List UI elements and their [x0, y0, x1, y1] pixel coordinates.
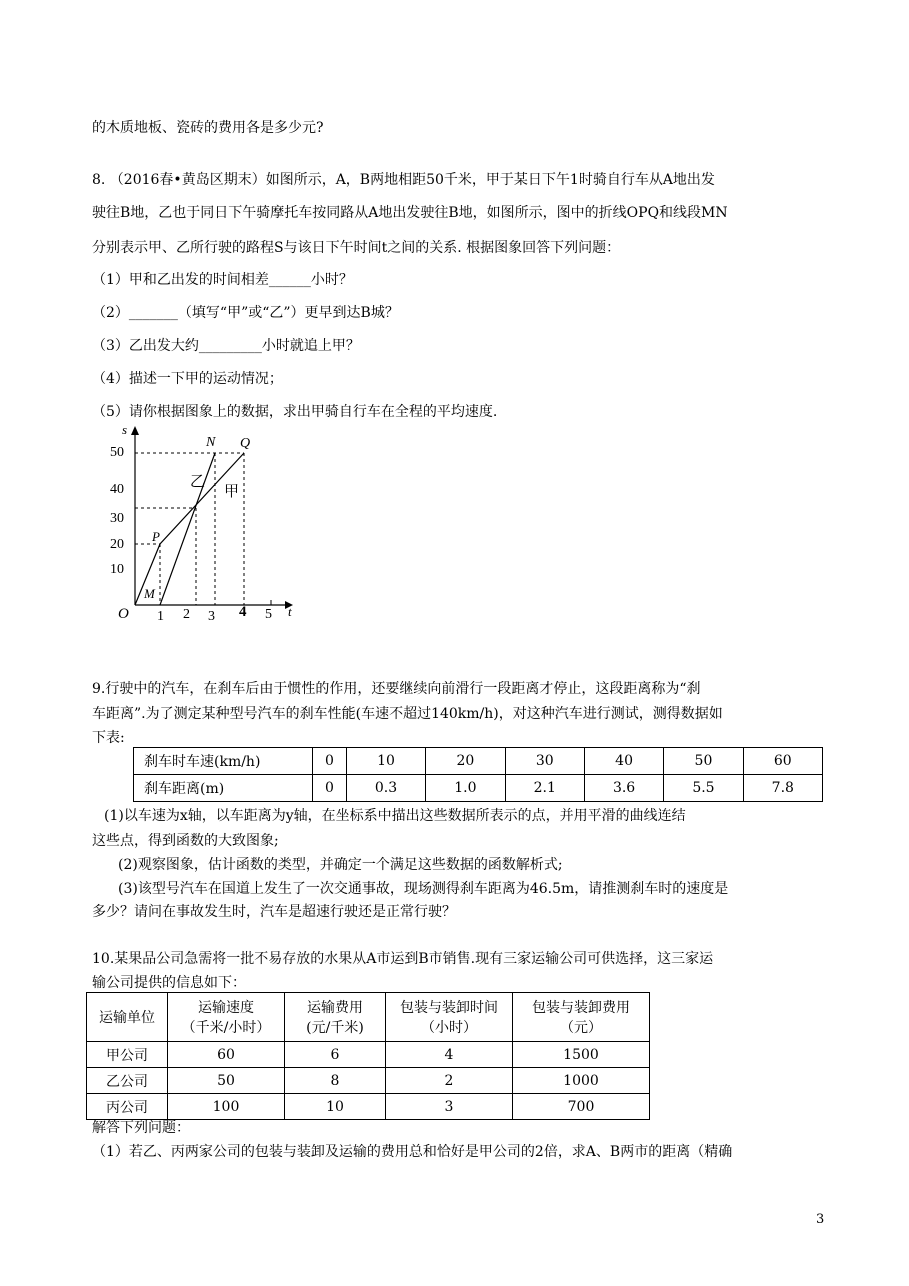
- page-number: 3: [816, 1212, 825, 1227]
- transport-company-table: [86, 992, 650, 1120]
- point-label-q: Q: [240, 436, 251, 451]
- table-header-row: [87, 993, 650, 1042]
- table-row: [87, 1068, 650, 1094]
- table-cell: 5.5: [664, 775, 743, 802]
- table-row: [134, 748, 823, 775]
- line-label-yi: 乙: [190, 474, 206, 490]
- table-cell: 0: [313, 748, 347, 775]
- table-row: [87, 1094, 650, 1120]
- header-cell: [168, 993, 285, 1042]
- table-cell: 60: [743, 748, 822, 775]
- header-cell: 运输单位: [87, 993, 168, 1042]
- x-tick-label: 1: [157, 609, 164, 624]
- question-8-sub: （2）_______（填写“甲”或“乙”）更早到达B城？: [92, 305, 399, 321]
- header-line: 包装与装卸时间: [400, 1000, 498, 1016]
- question-8-line: 8. （2016春•黄岛区期末）如图所示，A，B两地相距50千米，甲于某日下午1时骑自行车从A地出发: [92, 172, 715, 188]
- table-row: [87, 1042, 650, 1068]
- question-8-sub: （4）描述一下甲的运动情况；: [92, 371, 283, 387]
- table-cell: 丙公司: [87, 1094, 168, 1120]
- table-cell: 1500: [513, 1042, 650, 1068]
- table-cell: 40: [584, 748, 663, 775]
- table-cell: 甲公司: [87, 1042, 168, 1068]
- y-tick-label: 30: [110, 511, 124, 526]
- table-cell: 100: [168, 1094, 285, 1120]
- y-axis-arrow: [131, 426, 139, 435]
- table-cell: 刹车距离(m): [134, 775, 313, 802]
- table-cell: 8: [285, 1068, 386, 1094]
- table-cell: 7.8: [743, 775, 822, 802]
- table-cell: 50: [168, 1068, 285, 1094]
- x-tick-label: 2: [183, 607, 190, 622]
- distance-time-graph: [100, 420, 320, 630]
- question-10-line: 输公司提供的信息如下：: [92, 975, 246, 991]
- x-tick-label: 3: [208, 609, 215, 624]
- question-9-sub: 这些点，得到函数的大致图象;: [92, 833, 279, 849]
- table-cell: 30: [505, 748, 584, 775]
- point-label-n: N: [206, 435, 216, 450]
- question-9-sub: (2)观察图象，估计函数的类型，并确定一个满足这些数据的函数解析式;: [118, 857, 563, 873]
- y-tick-label: 40: [110, 482, 124, 497]
- table-cell: 0: [313, 775, 347, 802]
- header-line: 运输费用: [307, 1000, 363, 1016]
- table-cell: 6: [285, 1042, 386, 1068]
- table-cell: 刹车时车速(km/h): [134, 748, 313, 775]
- table-cell: 20: [426, 748, 505, 775]
- question-10-line: 10.某果品公司急需将一批不易存放的水果从A市运到B市销售.现有三家运输公司可供选择，这三家运: [92, 951, 714, 967]
- table-cell: 1000: [513, 1068, 650, 1094]
- table-cell: 3.6: [584, 775, 663, 802]
- y-axis-label: s: [122, 422, 128, 437]
- y-tick-label: 50: [110, 445, 124, 460]
- table-cell: 0.3: [346, 775, 425, 802]
- header-line: （元）: [560, 1020, 602, 1036]
- table-row: [134, 775, 823, 802]
- question-8-sub: （1）甲和乙出发的时间相差______小时？: [92, 272, 353, 288]
- line-yi-MN: [160, 453, 215, 605]
- point-label-m: M: [144, 586, 155, 601]
- header-cell: [285, 993, 386, 1042]
- table-cell: 2.1: [505, 775, 584, 802]
- table-cell: 3: [386, 1094, 513, 1120]
- table-cell: 700: [513, 1094, 650, 1120]
- header-line: （小时）: [421, 1020, 477, 1036]
- table-cell: 4: [386, 1042, 513, 1068]
- table-cell: 50: [664, 748, 743, 775]
- braking-data-table: [133, 747, 823, 802]
- table-cell: 60: [168, 1042, 285, 1068]
- question-9-sub: (3)该型号汽车在国道上发生了一次交通事故，现场测得刹车距离为46.5m，请推测刹车时的速度是: [118, 881, 729, 897]
- question-8-sub: （3）乙出发大约_________小时就追上甲？: [92, 338, 360, 354]
- table-cell: 2: [386, 1068, 513, 1094]
- text-line: 的木质地板、瓷砖的费用各是多少元?: [92, 120, 324, 136]
- header-cell: [386, 993, 513, 1042]
- point-label-p: P: [152, 529, 160, 544]
- question-9-sub: 多少？请问在事故发生时，汽车是超速行驶还是正常行驶？: [92, 904, 456, 920]
- header-line: 包装与装卸费用: [532, 1000, 630, 1016]
- y-tick-label: 10: [110, 562, 124, 577]
- y-tick-label: 20: [110, 537, 124, 552]
- table-cell: 乙公司: [87, 1068, 168, 1094]
- origin-label: O: [118, 606, 129, 622]
- question-9-sub: (1)以车速为x轴，以车距离为y轴，在坐标系中描出这些数据所表示的点，并用平滑的曲线连结: [104, 808, 686, 824]
- question-8-line: 分别表示甲、乙所行驶的路程S与该日下午时间t之间的关系. 根据图象回答下列问题：: [92, 240, 621, 256]
- table-cell: 10: [346, 748, 425, 775]
- table-cell: 10: [285, 1094, 386, 1120]
- question-9-line: 9.行驶中的汽车，在刹车后由于惯性的作用，还要继续向前滑行一段距离才停止，这段距离称为“刹: [92, 681, 701, 697]
- x-axis-label: t: [288, 604, 292, 619]
- x-tick-label: 5: [265, 607, 272, 622]
- question-8-line: 驶往B地，乙也于同日下午骑摩托车按同路从A地出发驶往B地，如图所示，图中的折线OPQ和线段MN: [92, 205, 728, 221]
- question-10-line: （1）若乙、丙两家公司的包装与装卸及运输的费用总和恰好是甲公司的2倍，求A、B两市的距离（精确: [92, 1144, 733, 1160]
- table-cell: 1.0: [426, 775, 505, 802]
- header-line: (元/千米): [306, 1020, 364, 1036]
- header-line: 运输速度: [198, 1000, 254, 1016]
- question-8-sub: （5）请你根据图象上的数据，求出甲骑自行车在全程的平均速度.: [92, 404, 498, 420]
- question-10-line: 解答下列问题：: [92, 1120, 190, 1136]
- x-tick-label: 4: [239, 604, 247, 620]
- question-9-line: 下表:: [92, 730, 125, 746]
- question-9-line: 车距离”.为了测定某种型号汽车的刹车性能(车速不超过140km/h)，对这种汽车进行测试，测得数据如: [92, 706, 723, 722]
- header-line: （千米/小时）: [181, 1020, 271, 1036]
- line-label-jia: 甲: [224, 484, 240, 500]
- header-cell: [513, 993, 650, 1042]
